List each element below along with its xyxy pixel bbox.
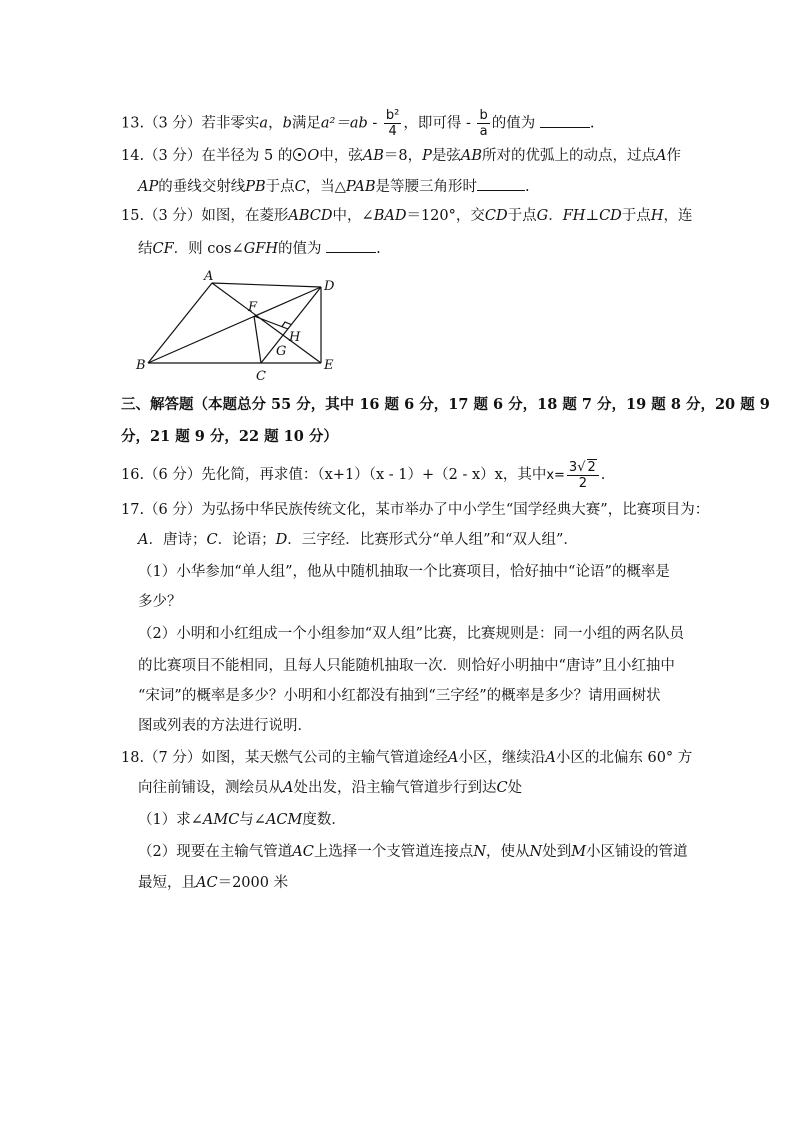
question-15-line-2: 结CF．则 cos∠GFH的值为 . [138,238,381,259]
label-C: C [256,369,266,384]
question-17-part-2-line-1: （2）小明和小红组成一个小组参加“双人组”比赛，比赛规则是：同一小组的两名队员 [138,626,685,642]
question-14-line-1: 14.（3 分）在半径为 5 的 O中，弦AB＝8，P是弦AB所对的优弧上的动点，过点A作 [121,148,681,164]
section-3-header-line-1: 三、解答题（本题总分 55 分，其中 16 题 6 分，17 题 6 分，18 题 7 分，19 题 8 分，20 题 9 [121,396,770,413]
question-17-line-2: A．唐诗；C．论语；D．三字经．比赛形式分“单人组”和“双人组”． [138,532,578,548]
question-17-part-2-line-3: “宋词”的概率是多少？小明和小红都没有抽到“三字经”的概率是多少？请用画树状 [138,688,661,704]
question-18-part-2-line-2: 最短，且AC＝2000 米 [138,875,289,891]
label-B: B [136,358,146,373]
fraction-b2-over-4: $\frac{\text{b²}}{4}$ [385,108,400,139]
circle-symbol-icon [293,148,306,161]
label-A: A [204,269,214,284]
answer-blank[interactable] [326,238,376,253]
segment-FH [254,316,288,329]
question-18-part-2-line-1: （2）现要在主输气管道AC上选择一个支管道连接点N，使从N处到M小区铺设的管道 [138,844,688,860]
label-H: H [289,330,301,345]
question-17-part-1-line-2: 多少？ [138,594,182,610]
answer-blank[interactable] [540,113,590,128]
segment-AD [212,283,321,287]
question-13: 13.（3 分）若非零实a，b满足a²＝ab - $\frac{\text{b²}}{4}$ ，即可得 - $\frac{b}{a}$ 的值为 . [121,108,595,139]
question-14-line-2: AP的垂线交射线PB于点C，当△PAB是等腰三角形时 . [138,176,530,197]
segment-BD [148,287,321,363]
label-F: F [248,300,258,315]
question-17-part-2-line-2: 的比赛项目不能相同，且每人只能随机抽取一次．则恰好小明抽中“唐诗”且小红抽中 [138,658,675,674]
question-18-line-1: 18.（7 分）如图，某天燃气公司的主输气管道途经A小区，继续沿A小区的北偏东 60° 方 [121,750,693,766]
question-18-line-2: 向往前铺设，测绘员从A处出发，沿主输气管道步行到达C处 [138,780,523,796]
question-17-line-1: 17.（6 分）为弘扬中华民族传统文化，某市举办了中小学生“国学经典大赛”，比赛项目为： [121,502,710,518]
question-16: 16.（6 分）先化简，再求值：（x+1）（x - 1）+（2 - x）x，其中x= $\frac{3√ 2}{2}$ . [121,460,606,491]
label-E: E [324,358,334,373]
question-15-line-1: 15.（3 分）如图，在菱形ABCD中，∠BAD＝120°，交CD于点G．FH⊥CD于点H，连 [121,208,693,224]
segment-AB [148,283,212,363]
answer-blank[interactable] [477,176,525,191]
segment-FC [254,316,261,363]
question-17-part-1-line-1: （1）小华参加“单人组”，他从中随机抽取一个比赛项目，恰好抽中“论语”的概率是 [138,564,670,580]
section-3-header-line-2: 分，21 题 9 分，22 题 10 分） [121,428,338,445]
rhombus-figure [130,268,345,386]
question-17-part-2-line-4: 图或列表的方法进行说明． [138,718,312,734]
label-G: G [276,344,287,359]
fraction-b-over-a: $\frac{b}{a}$ [479,108,488,139]
sqrt-icon: √ [577,460,586,475]
fraction-3root2-over-2: $\frac{3√ 2}{2}$ [567,459,599,491]
label-D: D [324,279,335,294]
question-18-part-1: （1）求∠AMC与∠ACM度数． [138,812,346,828]
segment-AE [212,283,321,363]
